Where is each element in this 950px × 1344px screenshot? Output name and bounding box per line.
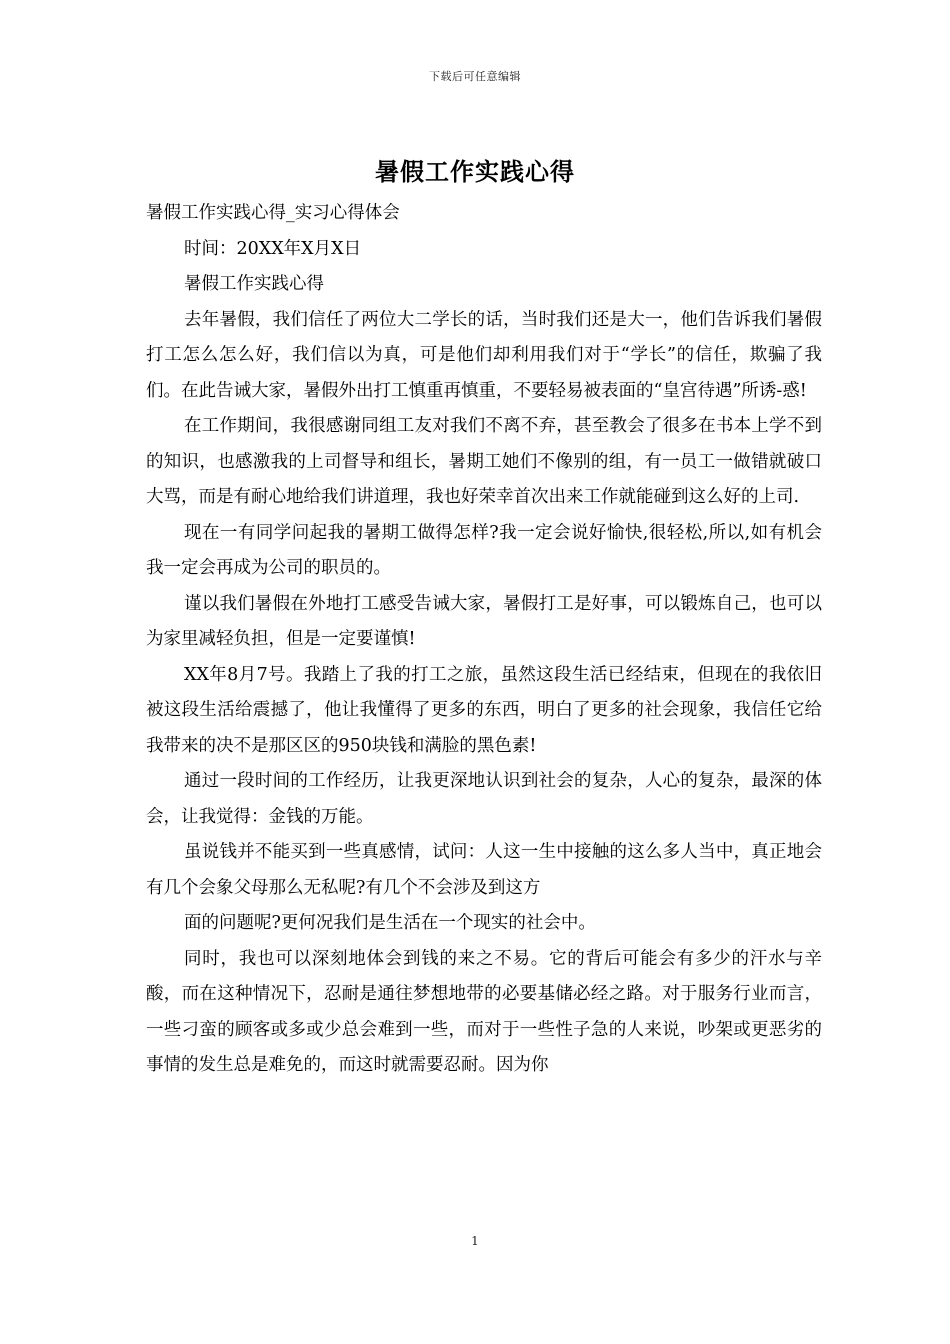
document-title: 暑假工作实践心得 [375,157,575,186]
paragraph: 在工作期间，我很感谢同组工友对我们不离不弃，甚至教会了很多在书本上学不到的知识，也感激我的上司督导和组长，暑期工她们不像别的组，有一员工一做错就破口大骂，而是有耐心地给我们讲道理，我也好荣幸首次出来工作就能碰到这么好的上司. [146,416,822,507]
paragraph: 通过一段时间的工作经历，让我更深地认识到社会的复杂，人心的复杂，最深的体会，让我觉得：金钱的万能。 [146,771,822,827]
paragraph: 虽说钱并不能买到一些真感情，试问：人这一生中接触的这么多人当中，真正地会有几个会象父母那么无私呢?有几个不会涉及到这方 [146,842,822,898]
paragraph: 去年暑假，我们信任了两位大二学长的话，当时我们还是大一，他们告诉我们暑假打工怎么怎么好，我们信以为真，可是他们却利用我们对于“学长”的信任，欺骗了我们。在此告诫大家，暑假外出打工慎重再慎重，不要轻易被表面的“皇宫待遇”所诱-惑! [146,309,822,401]
document-body [146,196,822,1084]
page-header: 下载后可任意编辑 [429,70,521,83]
paragraph: 现在一有同学问起我的暑期工做得怎样?我一定会说好愉快,很轻松,所以,如有机会我一定会再成为公司的职员的。 [146,522,822,578]
paragraph: 同时，我也可以深刻地体会到钱的来之不易。它的背后可能会有多少的汗水与辛酸，而在这种情况下，忍耐是通往梦想地带的必要基储必经之路。对于服务行业而言，一些刁蛮的顾客或多或少总会难到一些，而对于一些性子急的人来说，吵架或更恶劣的事情的发生总是难免的，而这时就需要忍耐。因为你 [146,948,822,1075]
page-number: 1 [471,1234,479,1248]
paragraph: XX年8月7号。我踏上了我的打工之旅，虽然这段生活已经结束，但现在的我依旧被这段生活给震撼了，他让我懂得了更多的东西，明白了更多的社会现象，我信任它给我带来的决不是那区区的950块钱和满脸的黑色素! [146,664,822,756]
paragraph: 面的问题呢?更何况我们是生活在一个现实的社会中。 [184,913,596,933]
date-line: 时间：20XX年X月X日 [184,238,362,259]
paragraph: 谨以我们暑假在外地打工感受告诫大家，暑假打工是好事，可以锻炼自己，也可以为家里减轻负担，但是一定要谨慎! [146,593,822,649]
section-heading: 暑假工作实践心得 [184,274,324,294]
subtitle-line: 暑假工作实践心得_实习心得体会 [146,203,400,223]
